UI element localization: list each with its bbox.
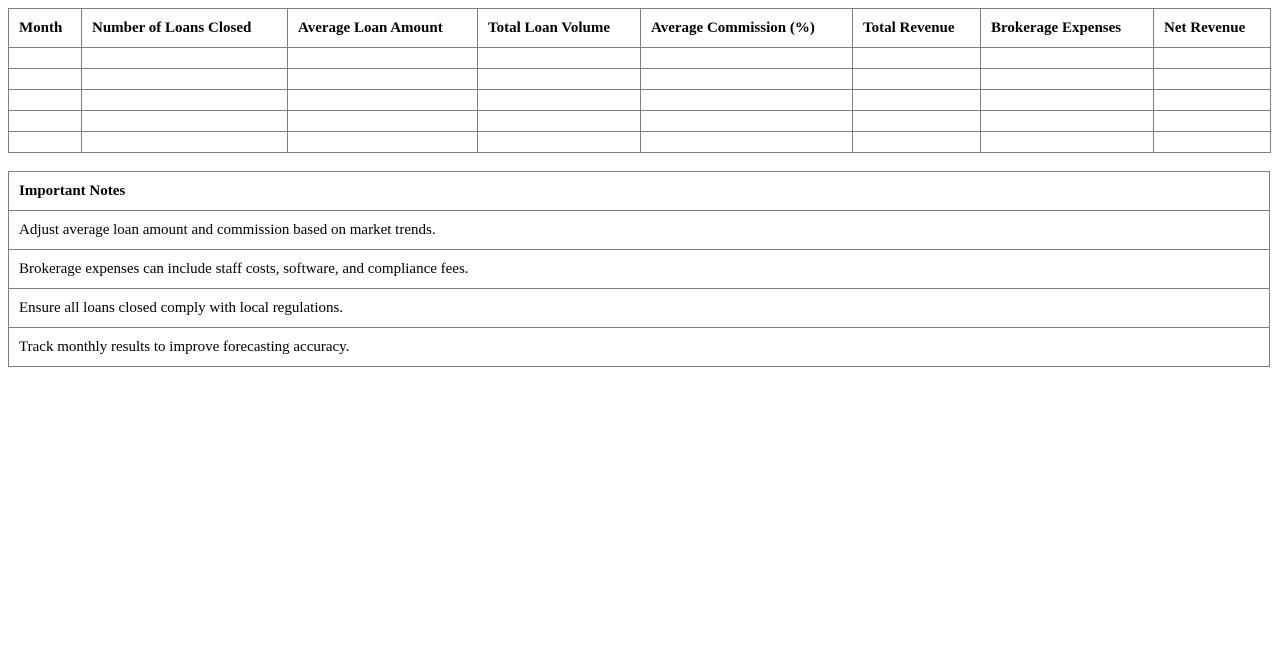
table-cell[interactable] [288,69,478,90]
table-cell[interactable] [288,48,478,69]
table-cell[interactable] [478,132,641,153]
table-cell[interactable] [9,69,82,90]
table-row [9,69,1271,90]
note-row [9,211,1270,250]
table-cell[interactable] [1154,48,1271,69]
table-cell[interactable] [1154,132,1271,153]
table-cell[interactable] [9,90,82,111]
page-content [8,8,1270,367]
table-cell[interactable] [981,48,1154,69]
table-cell[interactable] [641,132,853,153]
table-header-row [9,9,1271,48]
table-row [9,48,1271,69]
column-header-average-loan-amount: Average Loan Amount [288,9,478,48]
column-header-net-revenue: Net Revenue [1154,9,1271,48]
table-cell[interactable] [288,111,478,132]
table-row [9,111,1271,132]
table-cell[interactable] [853,69,981,90]
table-cell[interactable] [1154,90,1271,111]
notes-header-row [9,172,1270,211]
note-row [9,328,1270,367]
note-row [9,289,1270,328]
column-header-loans-closed: Number of Loans Closed [82,9,288,48]
table-cell[interactable] [1154,69,1271,90]
table-cell[interactable] [641,69,853,90]
column-header-brokerage-expenses: Brokerage Expenses [981,9,1154,48]
table-cell[interactable] [478,48,641,69]
table-cell[interactable] [82,90,288,111]
table-cell[interactable] [288,90,478,111]
table-cell[interactable] [82,132,288,153]
table-cell[interactable] [82,111,288,132]
table-cell[interactable] [641,48,853,69]
table-cell[interactable] [641,111,853,132]
table-cell[interactable] [853,111,981,132]
note-item: Brokerage expenses can include staff costs, software, and compliance fees. [9,250,1270,289]
table-row [9,132,1271,153]
notes-title: Important Notes [9,172,1270,211]
table-cell[interactable] [82,69,288,90]
table-cell[interactable] [478,111,641,132]
column-header-total-loan-volume: Total Loan Volume [478,9,641,48]
table-cell[interactable] [1154,111,1271,132]
note-row [9,250,1270,289]
table-cell[interactable] [641,90,853,111]
table-cell[interactable] [981,111,1154,132]
table-cell[interactable] [288,132,478,153]
note-item: Track monthly results to improve forecasting accuracy. [9,328,1270,367]
note-item: Ensure all loans closed comply with local regulations. [9,289,1270,328]
column-header-average-commission: Average Commission (%) [641,9,853,48]
important-notes-table [8,171,1270,367]
table-cell[interactable] [981,69,1154,90]
table-cell[interactable] [9,132,82,153]
loan-forecast-table [8,8,1271,153]
table-cell[interactable] [981,132,1154,153]
table-cell[interactable] [853,90,981,111]
column-header-month: Month [9,9,82,48]
table-cell[interactable] [478,90,641,111]
table-cell[interactable] [853,132,981,153]
table-cell[interactable] [478,69,641,90]
table-cell[interactable] [9,48,82,69]
table-cell[interactable] [9,111,82,132]
table-cell[interactable] [82,48,288,69]
column-header-total-revenue: Total Revenue [853,9,981,48]
table-row [9,90,1271,111]
table-cell[interactable] [853,48,981,69]
note-item: Adjust average loan amount and commission based on market trends. [9,211,1270,250]
table-cell[interactable] [981,90,1154,111]
